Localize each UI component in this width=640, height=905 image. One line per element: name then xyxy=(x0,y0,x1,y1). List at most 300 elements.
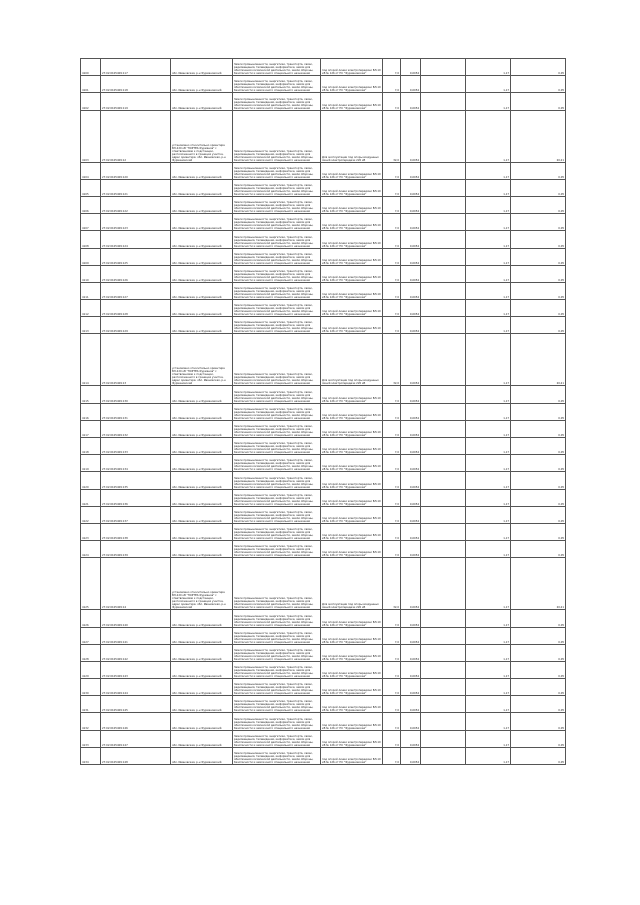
cell-address: обл. Ивановская, р-н Фурмановский xyxy=(171,231,233,248)
cell-cadastral-number: 27:02:0105409:143 xyxy=(101,661,171,678)
cell-cadastral-number: 27:02:0105409:126 xyxy=(101,265,171,282)
cell-value-4: 0,05 xyxy=(511,713,566,730)
cell-area: 7,0 xyxy=(383,403,401,420)
cell-number: 4103 xyxy=(81,110,101,162)
cell-area: 32,0 xyxy=(383,558,401,610)
cell-cadastral-number: 27:02:0105409:138 xyxy=(101,523,171,540)
cell-cadastral-number: 27:02:0105409:123 xyxy=(101,214,171,231)
cell-value-3: 1,17 xyxy=(466,248,511,265)
cell-address: обл. Ивановская, р-н Фурмановский xyxy=(171,300,233,317)
cell-value-2 xyxy=(421,196,466,213)
table-row xyxy=(81,317,566,334)
cell-value-1: 0,0054 xyxy=(401,610,421,627)
cell-land-category: Земли промышленности, энергетики, транспорта, связи, радиовещания, телевидения, информатики, земли для обеспечения космической деятельности, земли обороны, безопасности и земли иного специального назначения xyxy=(233,300,321,317)
cell-number: 4132 xyxy=(81,713,101,730)
cell-permitted-use: под опорой линии электропередачи ВЛ-10 кВ № 126 от ПС "Фурмановская" xyxy=(321,420,383,437)
cell-area: 7,0 xyxy=(383,506,401,523)
cell-land-category: Земли промышленности, энергетики, транспорта, связи, радиовещания, телевидения, информатики, земли для обеспечения космической деятельности, земли обороны, безопасности и земли иного специального назначения xyxy=(233,162,321,179)
cell-number: 4116 xyxy=(81,403,101,420)
cell-value-4: 0,05 xyxy=(511,696,566,713)
cell-value-2 xyxy=(421,558,466,610)
cell-area: 7,0 xyxy=(383,214,401,231)
cell-area: 7,0 xyxy=(383,627,401,644)
cell-permitted-use: под опорой линии электропередачи ВЛ-10 кВ № 126 от ПС "Фурмановская" xyxy=(321,747,383,764)
cell-value-1: 0,0054 xyxy=(401,489,421,506)
cell-value-1: 0,0054 xyxy=(401,317,421,334)
cell-value-3: 1,17 xyxy=(466,76,511,93)
cell-value-3: 1,17 xyxy=(466,438,511,455)
table-row xyxy=(81,523,566,540)
cell-area: 7,0 xyxy=(383,541,401,558)
cadastral-table xyxy=(80,58,566,765)
cell-value-1: 0,0054 xyxy=(401,214,421,231)
cell-land-category: Земли промышленности, энергетики, транспорта, связи, радиовещания, телевидения, информатики, земли для обеспечения космической деятельности, земли обороны, безопасности и земли иного специального назначения xyxy=(233,661,321,678)
cell-cadastral-number: 27:02:0105409:131 xyxy=(101,403,171,420)
cell-permitted-use: под опорой линии электропередачи ВЛ-10 кВ № 126 от ПС "Фурмановская" xyxy=(321,282,383,299)
cell-cadastral-number: 27:02:0105409:128 xyxy=(101,300,171,317)
cell-land-category: Земли промышленности, энергетики, транспорта, связи, радиовещания, телевидения, информатики, земли для обеспечения космической деятельности, земли обороны, безопасности и земли иного специального назначения xyxy=(233,214,321,231)
cell-value-2 xyxy=(421,472,466,489)
cell-number: 4105 xyxy=(81,179,101,196)
cell-value-2 xyxy=(421,489,466,506)
table-row xyxy=(81,610,566,627)
cell-cadastral-number: 27:02:0105409:144 xyxy=(101,679,171,696)
cell-value-2 xyxy=(421,93,466,110)
cell-value-4: 0,05 xyxy=(511,248,566,265)
table-row xyxy=(81,558,566,610)
cell-value-4: 0,05 xyxy=(511,730,566,747)
cell-cadastral-number: 27:02:0105409:132 xyxy=(101,420,171,437)
cell-value-3: 1,17 xyxy=(466,489,511,506)
cell-number: 4119 xyxy=(81,455,101,472)
cell-address: обл. Ивановская, р-н Фурмановский xyxy=(171,317,233,334)
cell-value-4: 0,05 xyxy=(511,76,566,93)
cell-address: обл. Ивановская, р-н Фурмановский xyxy=(171,162,233,179)
cell-value-2 xyxy=(421,231,466,248)
cell-land-category: Земли промышленности, энергетики, транспорта, связи, радиовещания, телевидения, информатики, земли для обеспечения космической деятельности, земли обороны, безопасности и земли иного специального назначения xyxy=(233,627,321,644)
cell-area: 32,0 xyxy=(383,334,401,386)
cell-cadastral-number: 27:02:0105409:140 xyxy=(101,610,171,627)
cell-number: 4109 xyxy=(81,248,101,265)
cell-number: 4115 xyxy=(81,386,101,403)
cell-value-4: 0,05 xyxy=(511,196,566,213)
cell-cadastral-number: 27:02:0105409:142 xyxy=(101,644,171,661)
cell-value-1: 0,0054 xyxy=(401,627,421,644)
cell-value-1: 0,0054 xyxy=(401,179,421,196)
cell-value-4: 0,05 xyxy=(511,93,566,110)
cell-value-2 xyxy=(421,265,466,282)
cell-value-2 xyxy=(421,541,466,558)
cell-land-category: Земли промышленности, энергетики, транспорта, связи, радиовещания, телевидения, информатики, земли для обеспечения космической деятельности, земли обороны, безопасности и земли иного специального назначения xyxy=(233,730,321,747)
cell-permitted-use: под опорой линии электропередачи ВЛ-10 кВ № 126 от ПС "Фурмановская" xyxy=(321,196,383,213)
cell-cadastral-number: 27:02:0105409:119 xyxy=(101,93,171,110)
cell-value-3: 1,17 xyxy=(466,679,511,696)
cell-value-3: 1,17 xyxy=(466,110,511,162)
cell-value-4: 0,05 xyxy=(511,489,566,506)
cell-value-1: 0,0054 xyxy=(401,282,421,299)
cell-address: обл. Ивановская, р-н Фурмановский xyxy=(171,661,233,678)
cell-address: обл. Ивановская, р-н Фурмановский xyxy=(171,282,233,299)
cell-area: 7,0 xyxy=(383,610,401,627)
cell-value-3: 1,17 xyxy=(466,231,511,248)
table-row xyxy=(81,747,566,764)
cell-value-4: 0,05 xyxy=(511,265,566,282)
cell-permitted-use: Для эксплуатации под опоры воздушных линий электропередачи 220 кВ xyxy=(321,110,383,162)
cell-number: 4111 xyxy=(81,282,101,299)
cell-cadastral-number: 27:02:0105409:124 xyxy=(101,231,171,248)
cell-value-3: 1,17 xyxy=(466,644,511,661)
cell-area: 7,0 xyxy=(383,489,401,506)
table-row xyxy=(81,403,566,420)
cell-value-2 xyxy=(421,523,466,540)
cell-land-category: Земли промышленности, энергетики, транспорта, связи, радиовещания, телевидения, информатики, земли для обеспечения космической деятельности, земли обороны, безопасности и земли иного специального назначения xyxy=(233,248,321,265)
cell-address: обл. Ивановская, р-н Фурмановский xyxy=(171,248,233,265)
cell-value-2 xyxy=(421,420,466,437)
cell-area: 7,0 xyxy=(383,317,401,334)
cell-value-2 xyxy=(421,110,466,162)
cell-number: 4125 xyxy=(81,558,101,610)
cell-address: обл. Ивановская, р-н Фурмановский xyxy=(171,438,233,455)
cell-number: 4134 xyxy=(81,747,101,764)
cell-value-2 xyxy=(421,679,466,696)
cell-permitted-use: под опорой линии электропередачи ВЛ-10 кВ № 126 от ПС "Фурмановская" xyxy=(321,644,383,661)
cell-permitted-use: под опорой линии электропередачи ВЛ-10 кВ № 126 от ПС "Фурмановская" xyxy=(321,179,383,196)
cell-value-2 xyxy=(421,438,466,455)
cell-value-2 xyxy=(421,610,466,627)
cell-value-3: 1,17 xyxy=(466,661,511,678)
cell-value-3: 1,17 xyxy=(466,403,511,420)
cell-area: 7,0 xyxy=(383,730,401,747)
cell-area: 7,0 xyxy=(383,93,401,110)
cell-value-2 xyxy=(421,162,466,179)
cell-cadastral-number: 27:02:0105409:12 xyxy=(101,110,171,162)
cell-permitted-use: Для эксплуатации под опоры воздушных линий электропередачи 220 кВ xyxy=(321,558,383,610)
table-row xyxy=(81,93,566,110)
table-row xyxy=(81,196,566,213)
cell-cadastral-number: 27:02:0105409:13 xyxy=(101,334,171,386)
cell-land-category: Земли промышленности, энергетики, транспорта, связи, радиовещания, телевидения, информатики, земли для обеспечения космической деятельности, земли обороны, безопасности и земли иного специального назначения xyxy=(233,93,321,110)
cell-value-4: 0,05 xyxy=(511,472,566,489)
cell-permitted-use: под опорой линии электропередачи ВЛ-10 кВ № 126 от ПС "Фурмановская" xyxy=(321,93,383,110)
table-row xyxy=(81,76,566,93)
cell-area: 7,0 xyxy=(383,76,401,93)
cell-area: 7,0 xyxy=(383,696,401,713)
cell-land-category: Земли промышленности, энергетики, транспорта, связи, радиовещания, телевидения, информатики, земли для обеспечения космической деятельности, земли обороны, безопасности и земли иного специального назначения xyxy=(233,231,321,248)
cell-value-4: 0,05 xyxy=(511,455,566,472)
cell-address: обл. Ивановская, р-н Фурмановский xyxy=(171,214,233,231)
cell-value-1: 0,0054 xyxy=(401,713,421,730)
table-row xyxy=(81,334,566,386)
cell-address: обл. Ивановская, р-н Фурмановский xyxy=(171,489,233,506)
table-row xyxy=(81,438,566,455)
table-row xyxy=(81,696,566,713)
cell-value-1: 0,0054 xyxy=(401,679,421,696)
cell-value-3: 1,17 xyxy=(466,506,511,523)
cell-value-2 xyxy=(421,747,466,764)
cell-value-2 xyxy=(421,59,466,76)
cell-cadastral-number: 27:02:0105409:135 xyxy=(101,472,171,489)
cell-land-category: Земли промышленности, энергетики, транспорта, связи, радиовещания, телевидения, информатики, земли для обеспечения космической деятельности, земли обороны, безопасности и земли иного специального назначения xyxy=(233,265,321,282)
cell-value-4: 0,05 xyxy=(511,627,566,644)
cell-value-4: 0,05 xyxy=(511,644,566,661)
cell-cadastral-number: 27:02:0105409:118 xyxy=(101,76,171,93)
cell-address: обл. Ивановская, р-н Фурмановский xyxy=(171,627,233,644)
cell-value-4: 0,05 xyxy=(511,214,566,231)
cell-value-1: 0,0054 xyxy=(401,403,421,420)
cell-value-3: 1,17 xyxy=(466,59,511,76)
cell-land-category: Земли промышленности, энергетики, транспорта, связи, радиовещания, телевидения, информатики, земли для обеспечения космической деятельности, земли обороны, безопасности и земли иного специального назначения xyxy=(233,610,321,627)
cell-value-1: 0,0054 xyxy=(401,231,421,248)
cell-address: обл. Ивановская, р-н Фурмановский xyxy=(171,93,233,110)
cell-area: 7,0 xyxy=(383,386,401,403)
cell-address: обл. Ивановская, р-н Фурмановский xyxy=(171,59,233,76)
cell-address: обл. Ивановская, р-н Фурмановский xyxy=(171,179,233,196)
cell-value-2 xyxy=(421,506,466,523)
cell-land-category: Земли промышленности, энергетики, транспорта, связи, радиовещания, телевидения, информатики, земли для обеспечения космической деятельности, земли обороны, безопасности и земли иного специального назначения xyxy=(233,420,321,437)
cell-value-1: 0,0054 xyxy=(401,730,421,747)
cell-number: 4112 xyxy=(81,300,101,317)
cell-land-category: Земли промышленности, энергетики, транспорта, связи, радиовещания, телевидения, информатики, земли для обеспечения космической деятельности, земли обороны, безопасности и земли иного специального назначения xyxy=(233,403,321,420)
cell-area: 7,0 xyxy=(383,455,401,472)
cell-value-1: 0,0054 xyxy=(401,59,421,76)
cell-value-1: 0,0054 xyxy=(401,386,421,403)
cell-value-1: 0,0054 xyxy=(401,541,421,558)
table-row xyxy=(81,300,566,317)
cell-value-1: 0,0054 xyxy=(401,696,421,713)
table-row xyxy=(81,661,566,678)
cell-cadastral-number: 27:02:0105409:145 xyxy=(101,696,171,713)
cell-value-1: 0,0054 xyxy=(401,644,421,661)
table-row xyxy=(81,110,566,162)
cell-value-2 xyxy=(421,455,466,472)
cell-address: обл. Ивановская, р-н Фурмановский xyxy=(171,713,233,730)
cell-value-4: 0,05 xyxy=(511,386,566,403)
cell-permitted-use: под опорой линии электропередачи ВЛ-10 кВ № 126 от ПС "Фурмановская" xyxy=(321,506,383,523)
cell-area: 7,0 xyxy=(383,438,401,455)
cell-value-4: 20,21 xyxy=(511,110,566,162)
cell-value-2 xyxy=(421,334,466,386)
table-row xyxy=(81,179,566,196)
cell-value-1: 0,0054 xyxy=(401,661,421,678)
cell-number: 4133 xyxy=(81,730,101,747)
cell-value-1: 0,0054 xyxy=(401,420,421,437)
cell-value-4: 0,05 xyxy=(511,523,566,540)
cell-permitted-use: под опорой линии электропередачи ВЛ-10 кВ № 126 от ПС "Фурмановская" xyxy=(321,661,383,678)
cell-number: 4110 xyxy=(81,265,101,282)
cell-value-3: 1,17 xyxy=(466,386,511,403)
cell-value-4: 0,05 xyxy=(511,679,566,696)
cell-area: 32,0 xyxy=(383,110,401,162)
cell-number: 4129 xyxy=(81,661,101,678)
cell-land-category: Земли промышленности, энергетики, транспорта, связи, радиовещания, телевидения, информатики, земли для обеспечения космической деятельности, земли обороны, безопасности и земли иного специального назначения xyxy=(233,523,321,540)
cell-land-category: Земли промышленности, энергетики, транспорта, связи, радиовещания, телевидения, информатики, земли для обеспечения космической деятельности, земли обороны, безопасности и земли иного специального назначения xyxy=(233,76,321,93)
cell-address: обл. Ивановская, р-н Фурмановский xyxy=(171,506,233,523)
cell-cadastral-number: 27:02:0105409:120 xyxy=(101,162,171,179)
cell-value-3: 1,17 xyxy=(466,265,511,282)
cell-value-3: 1,17 xyxy=(466,282,511,299)
cell-value-2 xyxy=(421,730,466,747)
table-row xyxy=(81,713,566,730)
cell-number: 4106 xyxy=(81,196,101,213)
cell-cadastral-number: 27:02:0105409:14 xyxy=(101,558,171,610)
cell-address: обл. Ивановская, р-н Фурмановский xyxy=(171,610,233,627)
cell-value-1: 0,0054 xyxy=(401,472,421,489)
cell-number: 4122 xyxy=(81,506,101,523)
cell-value-1: 0,0054 xyxy=(401,523,421,540)
cell-area: 7,0 xyxy=(383,231,401,248)
cell-value-2 xyxy=(421,696,466,713)
cell-area: 7,0 xyxy=(383,747,401,764)
cell-value-3: 1,17 xyxy=(466,730,511,747)
cell-value-2 xyxy=(421,661,466,678)
cell-area: 7,0 xyxy=(383,248,401,265)
cell-land-category: Земли промышленности, энергетики, транспорта, связи, радиовещания, телевидения, информатики, земли для обеспечения космической деятельности, земли обороны, безопасности и земли иного специального назначения xyxy=(233,59,321,76)
cell-number: 4100 xyxy=(81,59,101,76)
cell-value-3: 1,17 xyxy=(466,627,511,644)
cell-value-1: 0,0054 xyxy=(401,300,421,317)
cell-value-4: 0,05 xyxy=(511,282,566,299)
cell-number: 4117 xyxy=(81,420,101,437)
cell-value-4: 20,21 xyxy=(511,558,566,610)
cell-value-4: 0,05 xyxy=(511,438,566,455)
cell-number: 4108 xyxy=(81,231,101,248)
table-row xyxy=(81,214,566,231)
cell-cadastral-number: 27:02:0105409:121 xyxy=(101,179,171,196)
cell-value-1: 0,0054 xyxy=(401,162,421,179)
table-row xyxy=(81,386,566,403)
cell-permitted-use: под опорой линии электропередачи ВЛ-10 кВ № 126 от ПС "Фурмановская" xyxy=(321,231,383,248)
cell-value-3: 1,17 xyxy=(466,179,511,196)
cell-land-category: Земли промышленности, энергетики, транспорта, связи, радиовещания, телевидения, информатики, земли для обеспечения космической деятельности, земли обороны, безопасности и земли иного специального назначения xyxy=(233,282,321,299)
cell-value-3: 1,17 xyxy=(466,472,511,489)
cell-cadastral-number: 27:02:0105409:148 xyxy=(101,747,171,764)
cell-cadastral-number: 27:02:0105409:130 xyxy=(101,386,171,403)
cell-value-2 xyxy=(421,386,466,403)
cell-permitted-use: под опорой линии электропередачи ВЛ-10 кВ № 126 от ПС "Фурмановская" xyxy=(321,248,383,265)
cell-address: установлено относительно ориентира ВЛ-220 кВ "НОРТЕК-Фурманов" с ответвлениями к подстанции, расположенного в границах участка, адрес ориентира: обл. Ивановская, р-н Фурмановский xyxy=(171,110,233,162)
cell-value-1: 0,0054 xyxy=(401,196,421,213)
cell-number: 4124 xyxy=(81,541,101,558)
cell-cadastral-number: 27:02:0105409:141 xyxy=(101,627,171,644)
cell-value-1: 0,0054 xyxy=(401,93,421,110)
cell-value-3: 1,17 xyxy=(466,541,511,558)
cell-number: 4102 xyxy=(81,93,101,110)
cell-permitted-use: под опорой линии электропередачи ВЛ-10 кВ № 126 от ПС "Фурмановская" xyxy=(321,162,383,179)
cell-value-3: 1,17 xyxy=(466,334,511,386)
cell-permitted-use: под опорой линии электропередачи ВЛ-10 кВ № 126 от ПС "Фурмановская" xyxy=(321,730,383,747)
cell-cadastral-number: 27:02:0105409:127 xyxy=(101,282,171,299)
cell-value-2 xyxy=(421,644,466,661)
cell-area: 7,0 xyxy=(383,162,401,179)
table-row xyxy=(81,231,566,248)
cell-value-1: 0,0054 xyxy=(401,334,421,386)
cell-value-1: 0,0054 xyxy=(401,265,421,282)
cell-cadastral-number: 27:02:0105409:137 xyxy=(101,506,171,523)
cell-area: 7,0 xyxy=(383,472,401,489)
cell-cadastral-number: 27:02:0105409:134 xyxy=(101,455,171,472)
cell-cadastral-number: 27:02:0105409:136 xyxy=(101,489,171,506)
cell-value-3: 1,17 xyxy=(466,610,511,627)
cell-permitted-use: под опорой линии электропередачи ВЛ-10 кВ № 126 от ПС "Фурмановская" xyxy=(321,59,383,76)
cell-cadastral-number: 27:02:0105409:139 xyxy=(101,541,171,558)
cell-value-1: 0,0054 xyxy=(401,248,421,265)
cell-permitted-use: под опорой линии электропередачи ВЛ-10 кВ № 126 от ПС "Фурмановская" xyxy=(321,541,383,558)
cell-value-1: 0,0054 xyxy=(401,506,421,523)
cell-area: 7,0 xyxy=(383,644,401,661)
cell-value-1: 0,0054 xyxy=(401,747,421,764)
cell-permitted-use: Для эксплуатации под опоры воздушных линий электропередачи 220 кВ xyxy=(321,334,383,386)
cell-value-3: 1,17 xyxy=(466,713,511,730)
cell-value-3: 1,17 xyxy=(466,558,511,610)
cell-number: 4123 xyxy=(81,523,101,540)
cell-value-4: 0,05 xyxy=(511,610,566,627)
cell-land-category: Земли промышленности, энергетики, транспорта, связи, радиовещания, телевидения, информатики, земли для обеспечения космической деятельности, земли обороны, безопасности и земли иного специального назначения xyxy=(233,110,321,162)
cell-value-2 xyxy=(421,300,466,317)
cell-value-2 xyxy=(421,76,466,93)
table-row xyxy=(81,59,566,76)
cell-land-category: Земли промышленности, энергетики, транспорта, связи, радиовещания, телевидения, информатики, земли для обеспечения космической деятельности, земли обороны, безопасности и земли иного специального назначения xyxy=(233,179,321,196)
cell-permitted-use: под опорой линии электропередачи ВЛ-10 кВ № 126 от ПС "Фурмановская" xyxy=(321,386,383,403)
cell-value-1: 0,0054 xyxy=(401,438,421,455)
cell-value-4: 0,05 xyxy=(511,179,566,196)
table-row xyxy=(81,541,566,558)
cell-value-2 xyxy=(421,248,466,265)
cell-address: обл. Ивановская, р-н Фурмановский xyxy=(171,644,233,661)
cell-land-category: Земли промышленности, энергетики, транспорта, связи, радиовещания, телевидения, информатики, земли для обеспечения космической деятельности, земли обороны, безопасности и земли иного специального назначения xyxy=(233,506,321,523)
cell-land-category: Земли промышленности, энергетики, транспорта, связи, радиовещания, телевидения, информатики, земли для обеспечения космической деятельности, земли обороны, безопасности и земли иного специального назначения xyxy=(233,472,321,489)
cell-address: обл. Ивановская, р-н Фурмановский xyxy=(171,196,233,213)
cell-permitted-use: под опорой линии электропередачи ВЛ-10 кВ № 126 от ПС "Фурмановская" xyxy=(321,403,383,420)
cell-land-category: Земли промышленности, энергетики, транспорта, связи, радиовещания, телевидения, информатики, земли для обеспечения космической деятельности, земли обороны, безопасности и земли иного специального назначения xyxy=(233,747,321,764)
cell-permitted-use: под опорой линии электропередачи ВЛ-10 кВ № 126 от ПС "Фурмановская" xyxy=(321,214,383,231)
cell-value-1: 0,0054 xyxy=(401,110,421,162)
cell-land-category: Земли промышленности, энергетики, транспорта, связи, радиовещания, телевидения, информатики, земли для обеспечения космической деятельности, земли обороны, безопасности и земли иного специального назначения xyxy=(233,196,321,213)
table-body xyxy=(81,59,566,765)
cell-value-3: 1,17 xyxy=(466,162,511,179)
cell-number: 4114 xyxy=(81,334,101,386)
cell-address: обл. Ивановская, р-н Фурмановский xyxy=(171,386,233,403)
cell-land-category: Земли промышленности, энергетики, транспорта, связи, радиовещания, телевидения, информатики, земли для обеспечения космической деятельности, земли обороны, безопасности и земли иного специального назначения xyxy=(233,455,321,472)
cell-permitted-use: под опорой линии электропередачи ВЛ-10 кВ № 126 от ПС "Фурмановская" xyxy=(321,523,383,540)
cell-permitted-use: под опорой линии электропередачи ВЛ-10 кВ № 126 от ПС "Фурмановская" xyxy=(321,438,383,455)
cell-number: 4120 xyxy=(81,472,101,489)
cell-permitted-use: под опорой линии электропередачи ВЛ-10 кВ № 126 от ПС "Фурмановская" xyxy=(321,696,383,713)
cell-permitted-use: под опорой линии электропередачи ВЛ-10 кВ № 126 от ПС "Фурмановская" xyxy=(321,713,383,730)
cell-address: обл. Ивановская, р-н Фурмановский xyxy=(171,420,233,437)
cell-land-category: Земли промышленности, энергетики, транспорта, связи, радиовещания, телевидения, информатики, земли для обеспечения космической деятельности, земли обороны, безопасности и земли иного специального назначения xyxy=(233,541,321,558)
table-row xyxy=(81,472,566,489)
cell-value-4: 0,05 xyxy=(511,661,566,678)
cell-value-4: 0,05 xyxy=(511,231,566,248)
cell-address: обл. Ивановская, р-н Фурмановский xyxy=(171,523,233,540)
cell-area: 7,0 xyxy=(383,679,401,696)
cell-value-3: 1,17 xyxy=(466,93,511,110)
cell-permitted-use: под опорой линии электропередачи ВЛ-10 кВ № 126 от ПС "Фурмановская" xyxy=(321,472,383,489)
cell-permitted-use: под опорой линии электропередачи ВЛ-10 кВ № 126 от ПС "Фурмановская" xyxy=(321,627,383,644)
cell-value-4: 0,05 xyxy=(511,420,566,437)
cell-permitted-use: под опорой линии электропередачи ВЛ-10 кВ № 126 от ПС "Фурмановская" xyxy=(321,455,383,472)
table-row xyxy=(81,248,566,265)
cell-address: обл. Ивановская, р-н Фурмановский xyxy=(171,403,233,420)
cell-permitted-use: под опорой линии электропередачи ВЛ-10 кВ № 126 от ПС "Фурмановская" xyxy=(321,679,383,696)
cell-value-2 xyxy=(421,403,466,420)
cell-address: обл. Ивановская, р-н Фурмановский xyxy=(171,455,233,472)
cell-permitted-use: под опорой линии электропередачи ВЛ-10 кВ № 126 от ПС "Фурмановская" xyxy=(321,76,383,93)
cell-number: 4127 xyxy=(81,627,101,644)
cell-address: обл. Ивановская, р-н Фурмановский xyxy=(171,265,233,282)
cell-cadastral-number: 27:02:0105409:129 xyxy=(101,317,171,334)
cell-number: 4104 xyxy=(81,162,101,179)
